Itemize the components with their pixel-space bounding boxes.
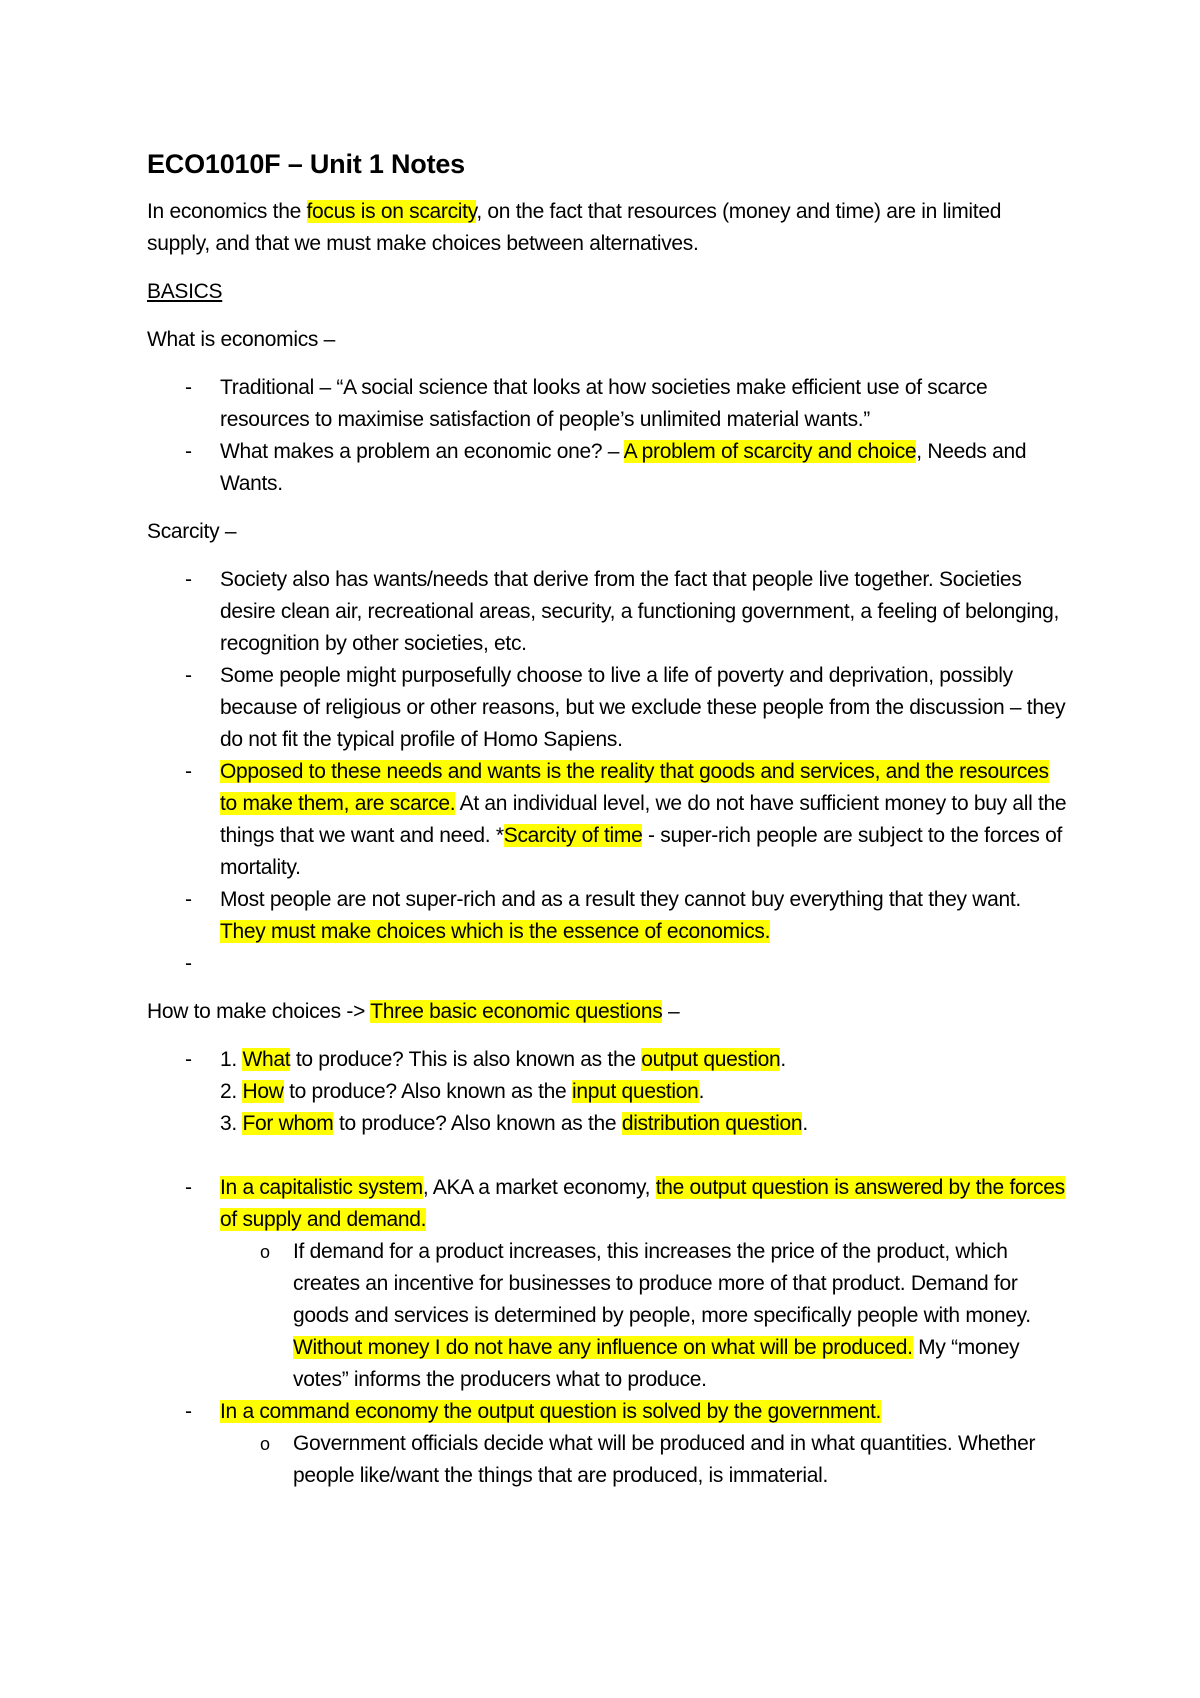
label-how-to-make-choices: How to make choices -> Three basic economic questions –: [147, 1000, 680, 1023]
circle-bullet: o: [260, 1434, 270, 1454]
highlight: focus is on scarcity: [306, 200, 477, 223]
questions-list: [147, 1044, 1067, 1140]
list-item: - Society also has wants/needs that derive from the fact that people live together. Societies desire clean air, recreational areas, security, a functioning government, a feeling of belonging, recognition by other societies, etc.: [147, 564, 1067, 660]
highlight: Opposed to these needs and wants is the reality that goods and services, and the resources to make them, are scarce.: [220, 760, 1049, 815]
dash-bullet: -: [185, 760, 192, 783]
highlight: In a capitalistic system: [220, 1176, 423, 1199]
highlight: A problem of scarcity and choice: [623, 440, 917, 463]
list-item: - Some people might purposefully choose to live a life of poverty and deprivation, possibly because of religious or other reasons, but we exclude these people from the discussion – they do not fit the typical profile of Homo Sapiens.: [147, 660, 1067, 756]
dash-bullet: -: [185, 888, 192, 911]
list-item: - In a capitalistic system, AKA a market economy, the output question is answered by the forces of supply and demand. o If demand for a product increases, this increases the price of the product, which creates an incentive for businesses to produce more of that product. Demand for goods and services is determined by people, more specifically people with money. Without money I do not have any influence on what will be produced. My “money votes” informs the producers what to produce.: [147, 1172, 1067, 1396]
dash-bullet: -: [185, 1400, 192, 1423]
highlight: For whom: [242, 1112, 334, 1135]
highlight: input question: [571, 1080, 699, 1103]
systems-list: [147, 1172, 1067, 1492]
list-item: - What makes a problem an economic one? – A problem of scarcity and choice, Needs and Wants.: [147, 436, 1067, 500]
dash-bullet: -: [185, 568, 192, 591]
question-input: 2. How to produce? Also known as the input question.: [220, 1080, 705, 1103]
dash-bullet: -: [185, 1048, 192, 1071]
list-item: - Most people are not super-rich and as a result they cannot buy everything that they want. They must make choices which is the essence of economics.: [147, 884, 1067, 948]
list-item: [147, 1396, 1067, 1492]
what-list: [147, 372, 1067, 500]
label-scarcity: Scarcity –: [147, 520, 237, 543]
dash-bullet: -: [185, 440, 192, 463]
highlight: What: [242, 1048, 291, 1071]
list-item: - Traditional – “A social science that looks at how societies make efficient use of scarce resources to maximise satisfaction of people’s unlimited material wants.”: [147, 372, 1067, 436]
scarcity-list: [147, 564, 1067, 980]
highlight: output question: [641, 1048, 781, 1071]
highlight: Three basic economic questions: [370, 1000, 663, 1023]
section-heading-basics: BASICS: [147, 280, 223, 303]
highlight: the output question is answered by the forces of supply and demand.: [220, 1176, 1065, 1231]
document-content: [147, 146, 1067, 1508]
dash-bullet: -: [185, 1176, 192, 1199]
dash-bullet: -: [185, 952, 192, 975]
list-item: [147, 1044, 1067, 1140]
dash-bullet: -: [185, 664, 192, 687]
label-what-is-economics: What is economics –: [147, 328, 336, 351]
highlight: In a command economy the output question is solved by the government.: [220, 1400, 882, 1423]
sub-list: [220, 1236, 1067, 1396]
sub-list-item: o If demand for a product increases, this increases the price of the product, which creates an incentive for businesses to produce more of that product. Demand for goods and services is determined by people, more specifically people with money. Without money I do not have any influence on what will be produced. My “money votes” informs the producers what to produce.: [220, 1236, 1067, 1396]
question-output: 1. What to produce? This is also known as the output question.: [220, 1048, 786, 1071]
list-item: - Opposed to these needs and wants is the reality that goods and services, and the resources to make them, are scarce. At an individual level, we do not have sufficient money to buy all the things that we want and need. *Scarcity of time - super-rich people are subject to the forces of mortality.: [147, 756, 1067, 884]
circle-bullet: o: [260, 1242, 270, 1262]
dash-bullet: -: [185, 376, 192, 399]
question-distribution: 3. For whom to produce? Also known as the distribution question.: [220, 1112, 808, 1135]
intro-paragraph: In economics the focus is on scarcity, on the fact that resources (money and time) are in limited supply, and that we must make choices between alternatives.: [147, 200, 1002, 255]
highlight: Scarcity of time: [503, 824, 643, 847]
highlight: How: [242, 1080, 284, 1103]
page-title: ECO1010F – Unit 1 Notes: [147, 149, 466, 179]
highlight: They must make choices which is the essence of economics.: [220, 920, 771, 943]
highlight: Without money I do not have any influence on what will be produced.: [293, 1336, 913, 1359]
spacer: [147, 1140, 1067, 1172]
list-item-empty: [147, 948, 1067, 980]
highlight: distribution question: [621, 1112, 803, 1135]
sub-list: [220, 1428, 1067, 1492]
sub-list-item: o Government officials decide what will be produced and in what quantities. Whether people like/want the things that are produced, is immaterial.: [220, 1428, 1067, 1492]
